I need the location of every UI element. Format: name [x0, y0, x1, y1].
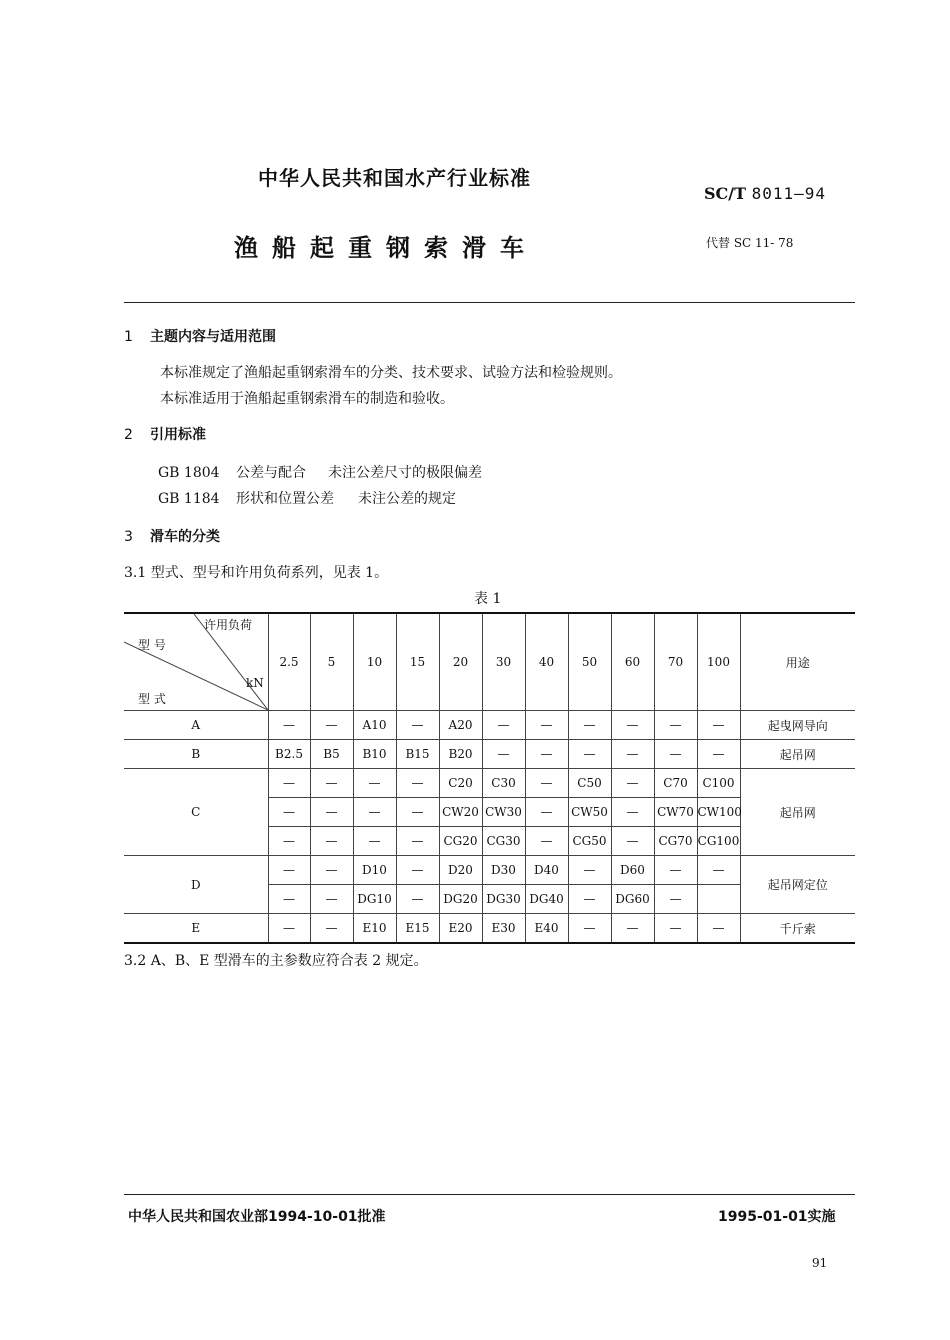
table-row-A: [124, 711, 855, 740]
table-cell: —: [482, 711, 525, 740]
reference-1: GB 1804 公差与配合 未注公差尺寸的极限偏差: [158, 465, 482, 481]
load-header: 70: [654, 613, 697, 711]
table-cell: —: [268, 798, 310, 827]
table-header-row: [124, 613, 855, 711]
load-header: 5: [310, 613, 353, 711]
table-cell: —: [268, 827, 310, 856]
table-cell: C50: [568, 769, 611, 798]
table-cell: —: [568, 885, 611, 914]
clause-3-1: 3.1 型式、型号和许用负荷系列，见表 1。: [124, 565, 389, 581]
table-corner-cell: [124, 613, 268, 711]
table-cell: B2.5: [268, 740, 310, 769]
corner-label-model: 型 号: [138, 638, 166, 652]
table-row-E: [124, 914, 855, 944]
table-cell: —: [654, 914, 697, 944]
table-cell: DG10: [353, 885, 396, 914]
table-cell: DG40: [525, 885, 568, 914]
table-cell: CW30: [482, 798, 525, 827]
table-cell: —: [310, 711, 353, 740]
table-cell: —: [611, 711, 654, 740]
table-cell: CG70: [654, 827, 697, 856]
table-cell: CW20: [439, 798, 482, 827]
table-cell: CW70: [654, 798, 697, 827]
table-cell: B10: [353, 740, 396, 769]
type-label: C: [124, 769, 268, 856]
approval-note: 中华人民共和国农业部1994-10-01批准: [128, 1209, 386, 1225]
table-cell: B5: [310, 740, 353, 769]
table-cell: —: [310, 827, 353, 856]
table-cell: CW50: [568, 798, 611, 827]
issuing-body: 中华人民共和国水产行业标准: [258, 166, 531, 190]
table-cell: —: [654, 885, 697, 914]
table-cell: —: [268, 856, 310, 885]
table-cell: —: [353, 827, 396, 856]
table-cell: —: [568, 740, 611, 769]
table-cell: —: [697, 740, 740, 769]
table-cell: —: [568, 856, 611, 885]
table-cell: —: [568, 711, 611, 740]
table-cell: —: [611, 914, 654, 944]
corner-label-type: 型 式: [138, 692, 166, 706]
section-1-heading: 1 主题内容与适用范围: [124, 329, 276, 345]
load-header: 50: [568, 613, 611, 711]
table-cell: —: [310, 856, 353, 885]
table-cell: D10: [353, 856, 396, 885]
table-cell: B20: [439, 740, 482, 769]
footer-rule: [124, 1194, 855, 1195]
table-cell: DG20: [439, 885, 482, 914]
table-cell: E20: [439, 914, 482, 944]
table-cell: —: [310, 769, 353, 798]
section-1-para-2: 本标准适用于渔船起重钢索滑车的制造和验收。: [160, 391, 454, 407]
table-cell: —: [654, 856, 697, 885]
table-cell: E10: [353, 914, 396, 944]
table-cell: C100: [697, 769, 740, 798]
table-1: [124, 612, 855, 944]
table-cell: —: [697, 711, 740, 740]
table-cell: —: [396, 827, 439, 856]
clause-3-2: 3.2 A、B、E 型滑车的主参数应符合表 2 规定。: [124, 953, 428, 969]
table-row-C1: [124, 769, 855, 798]
load-header: 15: [396, 613, 439, 711]
table-cell: CG50: [568, 827, 611, 856]
table-cell: D20: [439, 856, 482, 885]
table-cell: —: [697, 856, 740, 885]
table-cell: —: [396, 769, 439, 798]
table-cell: —: [268, 769, 310, 798]
use-cell: 千斤索: [740, 914, 855, 944]
load-header: 100: [697, 613, 740, 711]
table-cell: —: [268, 711, 310, 740]
table-cell: CG30: [482, 827, 525, 856]
table-cell: C70: [654, 769, 697, 798]
load-header: 60: [611, 613, 654, 711]
corner-label-unit: kN: [246, 676, 264, 690]
corner-label-load: 许用负荷: [204, 618, 253, 632]
table-cell: E40: [525, 914, 568, 944]
table-cell: CG20: [439, 827, 482, 856]
table-cell: —: [525, 711, 568, 740]
table-cell: —: [353, 769, 396, 798]
table-cell: —: [268, 914, 310, 944]
table-cell: —: [611, 769, 654, 798]
table-cell: E30: [482, 914, 525, 944]
table-cell: —: [310, 885, 353, 914]
table-cell: —: [310, 798, 353, 827]
table-cell: —: [611, 740, 654, 769]
use-cell: 起吊网: [740, 740, 855, 769]
use-cell: 起吊网定位: [740, 856, 855, 914]
use-cell: 起吊网: [740, 769, 855, 856]
table-cell: —: [353, 798, 396, 827]
replaces-note: 代替 SC 11- 78: [706, 236, 794, 250]
table-cell: —: [525, 740, 568, 769]
table-cell: D60: [611, 856, 654, 885]
table-row-D1: [124, 856, 855, 885]
table-cell: C30: [482, 769, 525, 798]
type-label: E: [124, 914, 268, 944]
table-cell: —: [268, 885, 310, 914]
table-cell: DG30: [482, 885, 525, 914]
standard-number: [704, 184, 826, 203]
section-3-heading: 3 滑车的分类: [124, 529, 220, 545]
table-cell: —: [697, 914, 740, 944]
load-header: 20: [439, 613, 482, 711]
table-cell: DG60: [611, 885, 654, 914]
table-cell: —: [525, 769, 568, 798]
table-cell: D40: [525, 856, 568, 885]
use-cell: 起曳网导向: [740, 711, 855, 740]
table-cell: [697, 885, 740, 914]
table-cell: B15: [396, 740, 439, 769]
type-label: D: [124, 856, 268, 914]
table-cell: C20: [439, 769, 482, 798]
standard-prefix: SC/T: [704, 184, 747, 203]
table-cell: —: [654, 740, 697, 769]
table-cell: —: [568, 914, 611, 944]
table-cell: E15: [396, 914, 439, 944]
table-cell: —: [396, 711, 439, 740]
table-cell: —: [525, 798, 568, 827]
table-cell: —: [654, 711, 697, 740]
page-number: 91: [812, 1256, 828, 1270]
section-2-heading: 2 引用标准: [124, 427, 206, 443]
load-header: 30: [482, 613, 525, 711]
header-rule: [124, 302, 855, 303]
table-cell: D30: [482, 856, 525, 885]
table-cell: —: [396, 798, 439, 827]
type-label: A: [124, 711, 268, 740]
table-cell: CW100: [697, 798, 740, 827]
load-header: 2.5: [268, 613, 310, 711]
section-1-para-1: 本标准规定了渔船起重钢索滑车的分类、技术要求、试验方法和检验规则。: [160, 365, 622, 381]
load-header: 40: [525, 613, 568, 711]
table-cell: —: [310, 914, 353, 944]
type-label: B: [124, 740, 268, 769]
table-cell: —: [611, 827, 654, 856]
standard-code: 8011—94: [751, 184, 827, 203]
table-cell: —: [396, 885, 439, 914]
table-cell: A20: [439, 711, 482, 740]
table-cell: —: [396, 856, 439, 885]
table-cell: —: [525, 827, 568, 856]
table-cell: —: [611, 798, 654, 827]
table-cell: CG100: [697, 827, 740, 856]
use-header: 用途: [740, 613, 855, 711]
load-header: 10: [353, 613, 396, 711]
implementation-note: 1995-01-01实施: [718, 1209, 836, 1225]
table-cell: —: [482, 740, 525, 769]
table-row-B: [124, 740, 855, 769]
reference-2: GB 1184 形状和位置公差 未注公差的规定: [158, 491, 456, 507]
document-title: 渔船起重钢索滑车: [234, 234, 538, 262]
table-cell: A10: [353, 711, 396, 740]
table-1-caption: 表 1: [474, 591, 502, 607]
